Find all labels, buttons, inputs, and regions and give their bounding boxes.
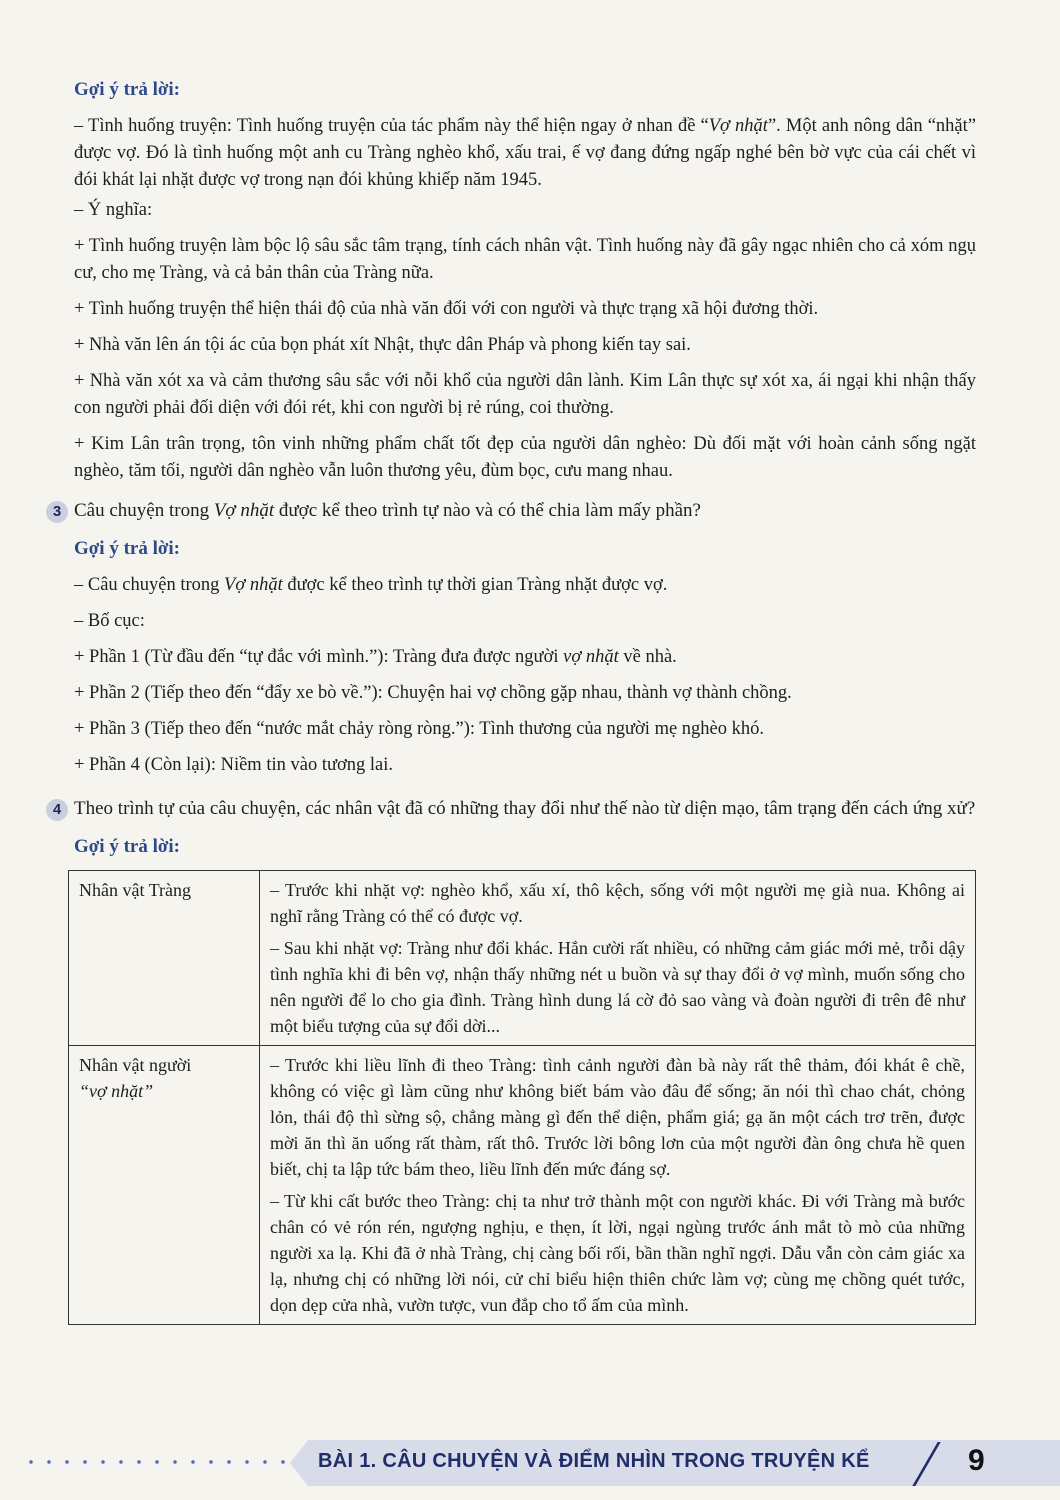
page-footer xyxy=(0,1430,1060,1490)
paragraph-meaning-3: + Nhà văn lên án tội ác của bọn phát xít Nhật, thực dân Pháp và phong kiến tay sai. xyxy=(74,335,691,355)
answer-order: – Câu chuyện trong Vợ nhặt được kể theo trình tự thời gian Tràng nhặt được vợ. xyxy=(74,575,668,595)
description-before: – Trước khi liều lĩnh đi theo Tràng: tình cảnh người đàn bà này rất thê thảm, đói khát ê chề, không có việc gì làm cũng như không biết bám vào đâu để sống; ăn nói thì chao chát, chỏng lỏn, thái độ thì sừng sộ, chẳng màng gì đến thể diện, phẩm giá; gạ ăn một cách trơ trẽn, được mời ăn thì ăn uống rất thàm, rất thô. Trước lời bông lơn của một người đàn ông chưa hề quen biết, chị ta lập tức bám theo, liều lĩnh đến mức đáng sợ. xyxy=(270,1055,965,1179)
question-3 xyxy=(46,497,976,524)
question-number-badge: 3 xyxy=(46,501,68,523)
question-text: Theo trình tự của câu chuyện, các nhân vật đã có những thay đổi như thế nào từ diện mạo, tâm trạng đến cách ứng xử? xyxy=(74,798,976,819)
character-change-table xyxy=(68,870,976,1325)
answer-part-1: + Phần 1 (Từ đầu đến “tự đắc với mình.”): Tràng đưa được người vợ nhặt về nhà. xyxy=(74,647,677,667)
page-number: 9 xyxy=(968,1444,985,1477)
description-before: – Trước khi nhặt vợ: nghèo khổ, xấu xí, thô kệch, sống với một người mẹ già nua. Không ai nghĩ rằng Tràng có thể có được vợ. xyxy=(270,880,965,926)
content xyxy=(52,76,976,1325)
description-after: – Sau khi nhặt vợ: Tràng như đổi khác. Hắn cười rất nhiều, có những cảm giác mới mẻ, trỗi dậy tình nghĩa khi đi bên vợ, nhận thấy những nét u buồn và sự thay đổi ở vợ mình, muốn sống cho nên người để lo cho gia đình. Tràng hình dung lá cờ đỏ sao vàng và đoàn người đi trên đê như một biểu tượng của sự đổi dời... xyxy=(270,938,965,1036)
table-row xyxy=(69,1046,976,1325)
answer-part-3: + Phần 3 (Tiếp theo đến “nước mắt chảy ròng ròng.”): Tình thương của người mẹ nghèo khó. xyxy=(74,719,765,739)
character-name-cell: Nhân vật Tràng xyxy=(69,871,260,1046)
answer-hint-heading: Gợi ý trả lời: xyxy=(74,538,180,559)
answer-layout-label: – Bố cục: xyxy=(74,611,145,631)
character-name-cell: Nhân vật người “vợ nhặt” xyxy=(69,1046,260,1325)
paragraph-meaning-1: + Tình huống truyện làm bộc lộ sâu sắc tâm trạng, tính cách nhân vật. Tình huống này đã gây ngạc nhiên cho cả xóm ngụ cư, cho mẹ Tràng, và cả bản thân của Tràng nữa. xyxy=(74,236,976,283)
paragraph-meaning-4: + Nhà văn xót xa và cảm thương sâu sắc với nỗi khổ của người dân lành. Kim Lân thực sự xót xa, ái ngại khi nhận thấy con người phải đối diện với đói rét, khi con người bị rẻ rúng, coi thường. xyxy=(74,371,976,418)
answer-part-4: + Phần 4 (Còn lại): Niềm tin vào tương lai. xyxy=(74,755,394,775)
question-number-badge: 4 xyxy=(46,799,68,821)
paragraph-situation: – Tình huống truyện: Tình huống truyện của tác phẩm này thể hiện ngay ở nhan đề “Vợ nhặt”. Một anh nông dân “nhặt” được vợ. Đó là tình huống một anh cu Tràng nghèo khổ, xấu trai, ế vợ đang đứng ngấp nghé bên bờ vực của cái chết vì đói khát lại nhặt được vợ trong nạn đói khủng khiếp năm 1945. xyxy=(74,116,976,190)
question-text: Câu chuyện trong Vợ nhặt được kể theo trình tự nào và có thể chia làm mấy phần? xyxy=(74,500,701,521)
table-row xyxy=(69,871,976,1046)
answer-hint-heading: Gợi ý trả lời: xyxy=(74,79,180,100)
paragraph-meaning-5: + Kim Lân trân trọng, tôn vinh những phẩm chất tốt đẹp của người dân nghèo: Dù đối mặt với hoàn cảnh sống ngặt nghèo, tăm tối, người dân nghèo vẫn luôn thương yêu, đùm bọc, cưu mang nhau. xyxy=(74,434,976,481)
paragraph-meaning-2: + Tình huống truyện thể hiện thái độ của nhà văn đối với con người và thực trạng xã hội đương thời. xyxy=(74,299,819,319)
answer-part-2: + Phần 2 (Tiếp theo đến “đẩy xe bò về.”): Chuyện hai vợ chồng gặp nhau, thành vợ thành chồng. xyxy=(74,683,792,703)
footer-dots-decoration xyxy=(22,1460,292,1464)
description-after: – Từ khi cất bước theo Tràng: chị ta như trở thành một con người khác. Đi với Tràng mà bước chân có vẻ rón rén, ngượng nghịu, e thẹn, ít lời, ngại ngùng trước ánh mắt tò mò của những người xa lạ. Khi đã ở nhà Tràng, chị càng bối rối, bần thần nghĩ ngợi. Dẫu vẫn còn cảm giác xa lạ, nhưng chị có những lời nói, cử chỉ biểu hiện thiên chức làm vợ; cùng mẹ chồng quét tước, dọn dẹp cửa nhà, vườn tược, vun đắp cho tổ ấm của mình. xyxy=(270,1191,965,1315)
paragraph-meaning-label: – Ý nghĩa: xyxy=(74,200,153,220)
lesson-title: BÀI 1. CÂU CHUYỆN VÀ ĐIỂM NHÌN TRONG TRUYỆN KỂ xyxy=(318,1450,870,1472)
character-description-cell xyxy=(260,871,976,1046)
answer-hint-heading: Gợi ý trả lời: xyxy=(74,836,180,857)
question-4 xyxy=(46,795,976,822)
character-description-cell xyxy=(260,1046,976,1325)
